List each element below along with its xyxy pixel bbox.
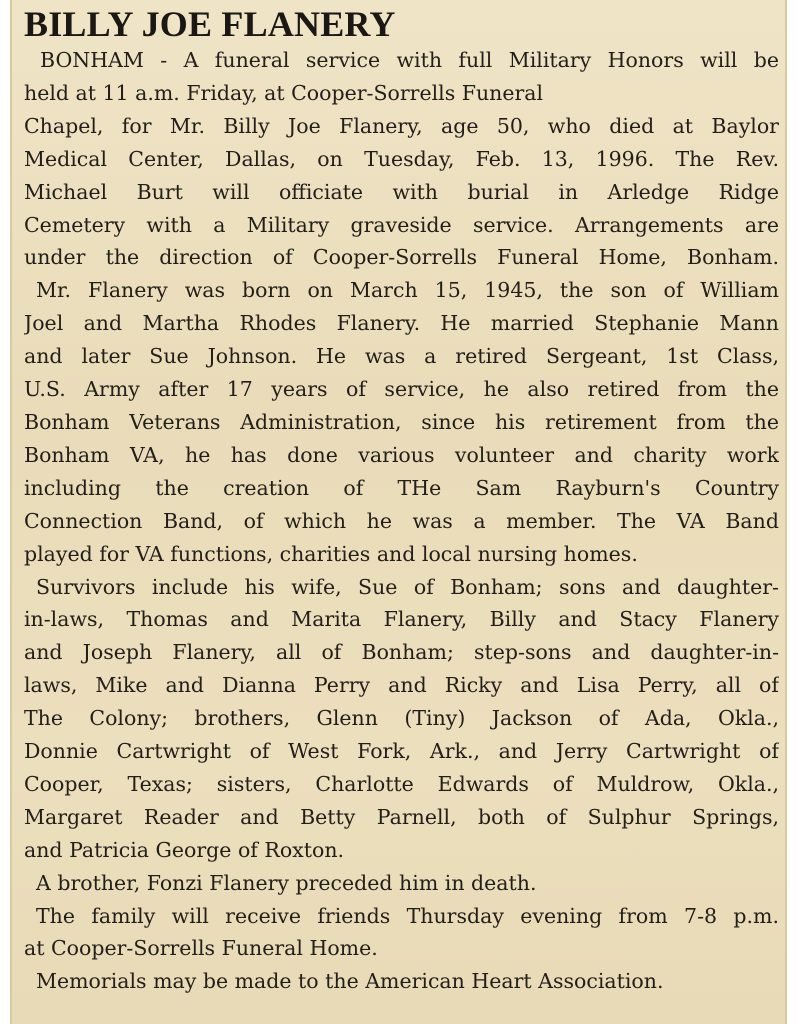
- text-line: U.S. Army after 17 years of service, he also retired from the: [24, 377, 779, 402]
- text-line: played for VA functions, charities and local nursing homes.: [24, 541, 638, 566]
- text-line: Mr. Flanery was born on March 15, 1945, the son of William: [36, 278, 779, 303]
- text-line: Bonham Veterans Administration, since his retirement from the: [24, 409, 779, 434]
- text-line: Memorials may be made to the American Heart Association.: [36, 969, 664, 994]
- text-line: Connection Band, of which he was a member. The VA Band: [24, 508, 779, 533]
- text-line: Cemetery with a Military graveside service. Arrangements are: [24, 212, 779, 237]
- obituary-headline: BILLY JOE FLANERY: [24, 4, 396, 44]
- obituary-body: [24, 44, 779, 998]
- text-line: Medical Center, Dallas, on Tuesday, Feb. 13, 1996. The Rev.: [24, 146, 779, 171]
- text-line: Margaret Reader and Betty Parnell, both of Sulphur Springs,: [24, 804, 779, 829]
- text-line: Cooper, Texas; sisters, Charlotte Edwards of Muldrow, Okla.,: [24, 771, 779, 796]
- text-line: The Colony; brothers, Glenn (Tiny) Jackson of Ada, Okla.,: [24, 706, 779, 731]
- obituary-clipping: [10, 0, 787, 1024]
- text-line: Chapel, for Mr. Billy Joe Flanery, age 50, who died at Baylor: [24, 113, 779, 138]
- text-line: held at 11 a.m. Friday, at Cooper-Sorrells Funeral: [24, 80, 544, 105]
- text-line: BONHAM - A funeral service with full Military Honors will be: [40, 48, 779, 72]
- text-line: laws, Mike and Dianna Perry and Ricky and Lisa Perry, all of: [24, 673, 779, 698]
- text-line: under the direction of Cooper-Sorrells Funeral Home, Bonham.: [24, 245, 779, 270]
- text-line: Michael Burt will officiate with burial in Arledge Ridge: [24, 179, 779, 204]
- text-line: and later Sue Johnson. He was a retired Sergeant, 1st Class,: [24, 344, 779, 369]
- text-line: A brother, Fonzi Flanery preceded him in death.: [36, 870, 537, 895]
- text-line: in-laws, Thomas and Marita Flanery, Billy and Stacy Flanery: [24, 607, 779, 632]
- text-line: Donnie Cartwright of West Fork, Ark., and Jerry Cartwright of: [24, 739, 779, 764]
- text-line: Bonham VA, he has done various volunteer and charity work: [24, 442, 779, 467]
- text-line: including the creation of THe Sam Rayburn's Country: [24, 475, 779, 500]
- text-line: Survivors include his wife, Sue of Bonham; sons and daughter-: [36, 574, 779, 599]
- text-line: Joel and Martha Rhodes Flanery. He married Stephanie Mann: [24, 311, 779, 336]
- text-line: The family will receive friends Thursday evening from 7-8 p.m.: [36, 903, 779, 928]
- text-line: and Joseph Flanery, all of Bonham; step-sons and daughter-in-: [24, 640, 779, 665]
- text-line: and Patricia George of Roxton.: [24, 837, 345, 862]
- text-line: at Cooper-Sorrells Funeral Home.: [24, 936, 378, 961]
